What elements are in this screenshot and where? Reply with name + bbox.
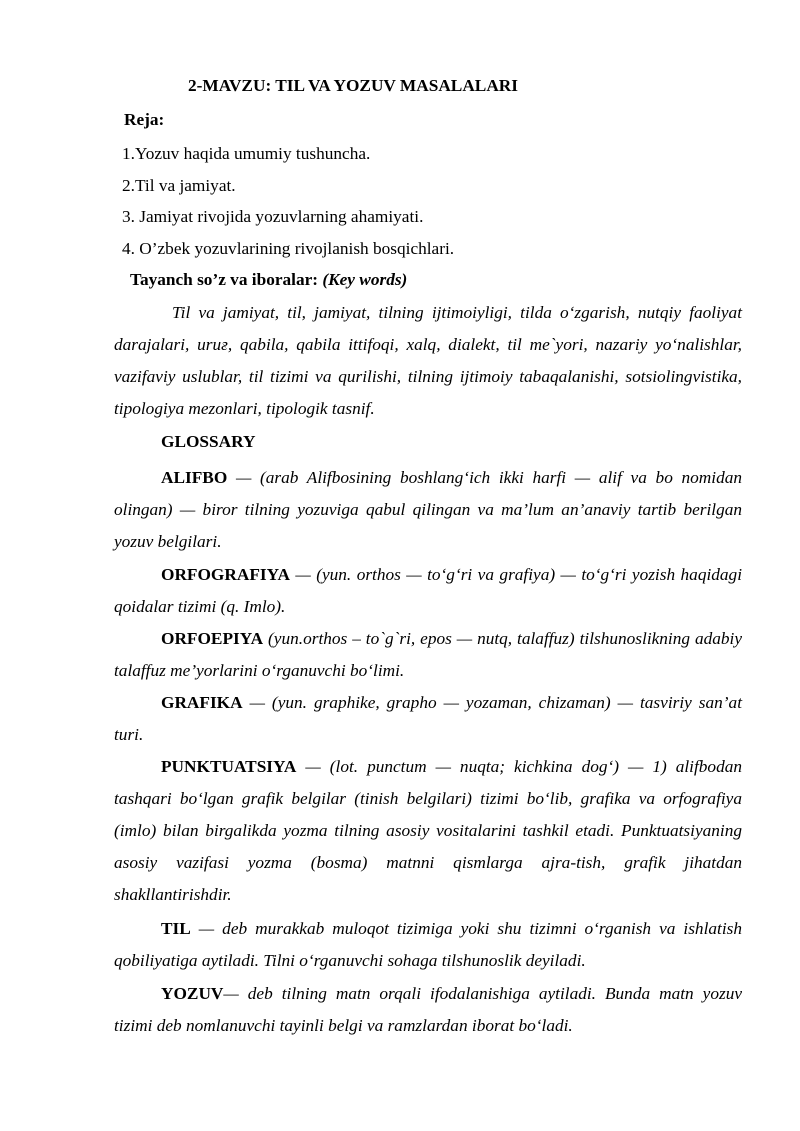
keywords-text: Til va jamiyat, til, jamiyat, tilning ijtimoiyligi, tilda o‘zgarish, nutqiy faoliyat darajalari, uruғ, qabila, qabila ittifoqi, xalq, dialekt, til me`yori, nazariy yo‘nalishlar, vazifaviy uslublar, til tizimi va qurilishi, tilning ijtimoiy tabaqalanishi, sotsiolingvistika, tipologiya mezonlari, tipologik tasnif. — [114, 303, 742, 418]
glossary-definition: — (lot. punctum — nuqta; kichkina dog‘) — 1) alifbodan tashqari bo‘lgan grafik belgilar (tinish belgilari) tizimi bo‘lib, grafika va orfografiya (imlo) bilan birgalikda yozma tilning asosiy vositalarini tashkil etadi. Punktuatsiyaning asosiy vazifasi yozma (bosma) matnni qismlarga ajra-tish, grafik jihatdan shakllantirishdir. — [114, 757, 742, 904]
glossary-heading: GLOSSARY — [161, 432, 256, 451]
glossary-definition: — deb tilning matn orqali ifodalanishiga aytiladi. Bunda matn yozuv tizimi deb nomlanuvchi tayinli belgi va ramzlardan iborat bo‘ladi. — [114, 984, 742, 1035]
plan-item: 2.Til va jamiyat. — [122, 175, 236, 195]
glossary-term: ORFOGRAFIYA — [161, 565, 290, 584]
glossary-definition: — deb murakkab muloqot tizimiga yoki shu tizimni o‘rganish va ishlatish qobiliyatiga aytiladi. Tilni o‘rganuvchi sohaga tilshunoslik deyiladi. — [114, 919, 742, 970]
glossary-definition: — (yun. graphike, grapho — yozaman, chizaman) — tasviriy san’at turi. — [114, 693, 742, 744]
keywords-heading — [130, 270, 407, 290]
glossary-entry — [114, 687, 742, 751]
plan-list — [122, 142, 454, 268]
glossary-term: ORFOEPIYA — [161, 629, 264, 648]
glossary-entry — [114, 751, 742, 911]
glossary-term: YOZUV — [161, 984, 224, 1003]
glossary-definition: — (arab Alifbosining boshlang‘ich ikki harfi — alif va bo nomidan olingan) — biror tilning yozuviga qabul qilingan va ma’lum an’anaviy tartib berilgan yozuv belgilari. — [114, 468, 742, 551]
glossary-term: TIL — [161, 919, 191, 938]
glossary-term: ALIFBO — [161, 468, 228, 487]
plan-item: 3. Jamiyat rivojida yozuvlarning ahamiyati. — [122, 207, 424, 226]
glossary-entry — [114, 978, 742, 1042]
glossary-term: PUNKTUATSIYA — [161, 757, 297, 776]
keywords-heading-label: Tayanch so’z va iboralar: — [130, 270, 319, 289]
glossary-entry — [114, 913, 742, 977]
plan-item: 1.Yozuv haqida umumiy tushuncha. — [122, 144, 371, 163]
glossary-entry — [114, 559, 742, 623]
glossary-entry — [114, 623, 742, 687]
keywords-heading-english: (Key words) — [322, 270, 408, 289]
page-title: 2-MAVZU: TIL VA YOZUV MASALALARI — [188, 76, 519, 95]
glossary-definition: — (yun. orthos — to‘g‘ri va grafiya) — to‘g‘ri yozish haqidagi qoidalar tizimi (q. Imlo). — [114, 565, 742, 616]
plan-item: 4. O’zbek yozuvlarining rivojlanish bosqichlari. — [122, 238, 455, 258]
glossary-definition: (yun.orthos – to`g`ri, epos — nutq, talaffuz) tilshunoslikning adabiy talaffuz me’yorlarini o‘rganuvchi bo‘limi. — [114, 629, 742, 680]
glossary-entry — [114, 462, 742, 558]
glossary-term: GRAFIKA — [161, 693, 243, 712]
plan-heading: Reja: — [124, 110, 165, 129]
